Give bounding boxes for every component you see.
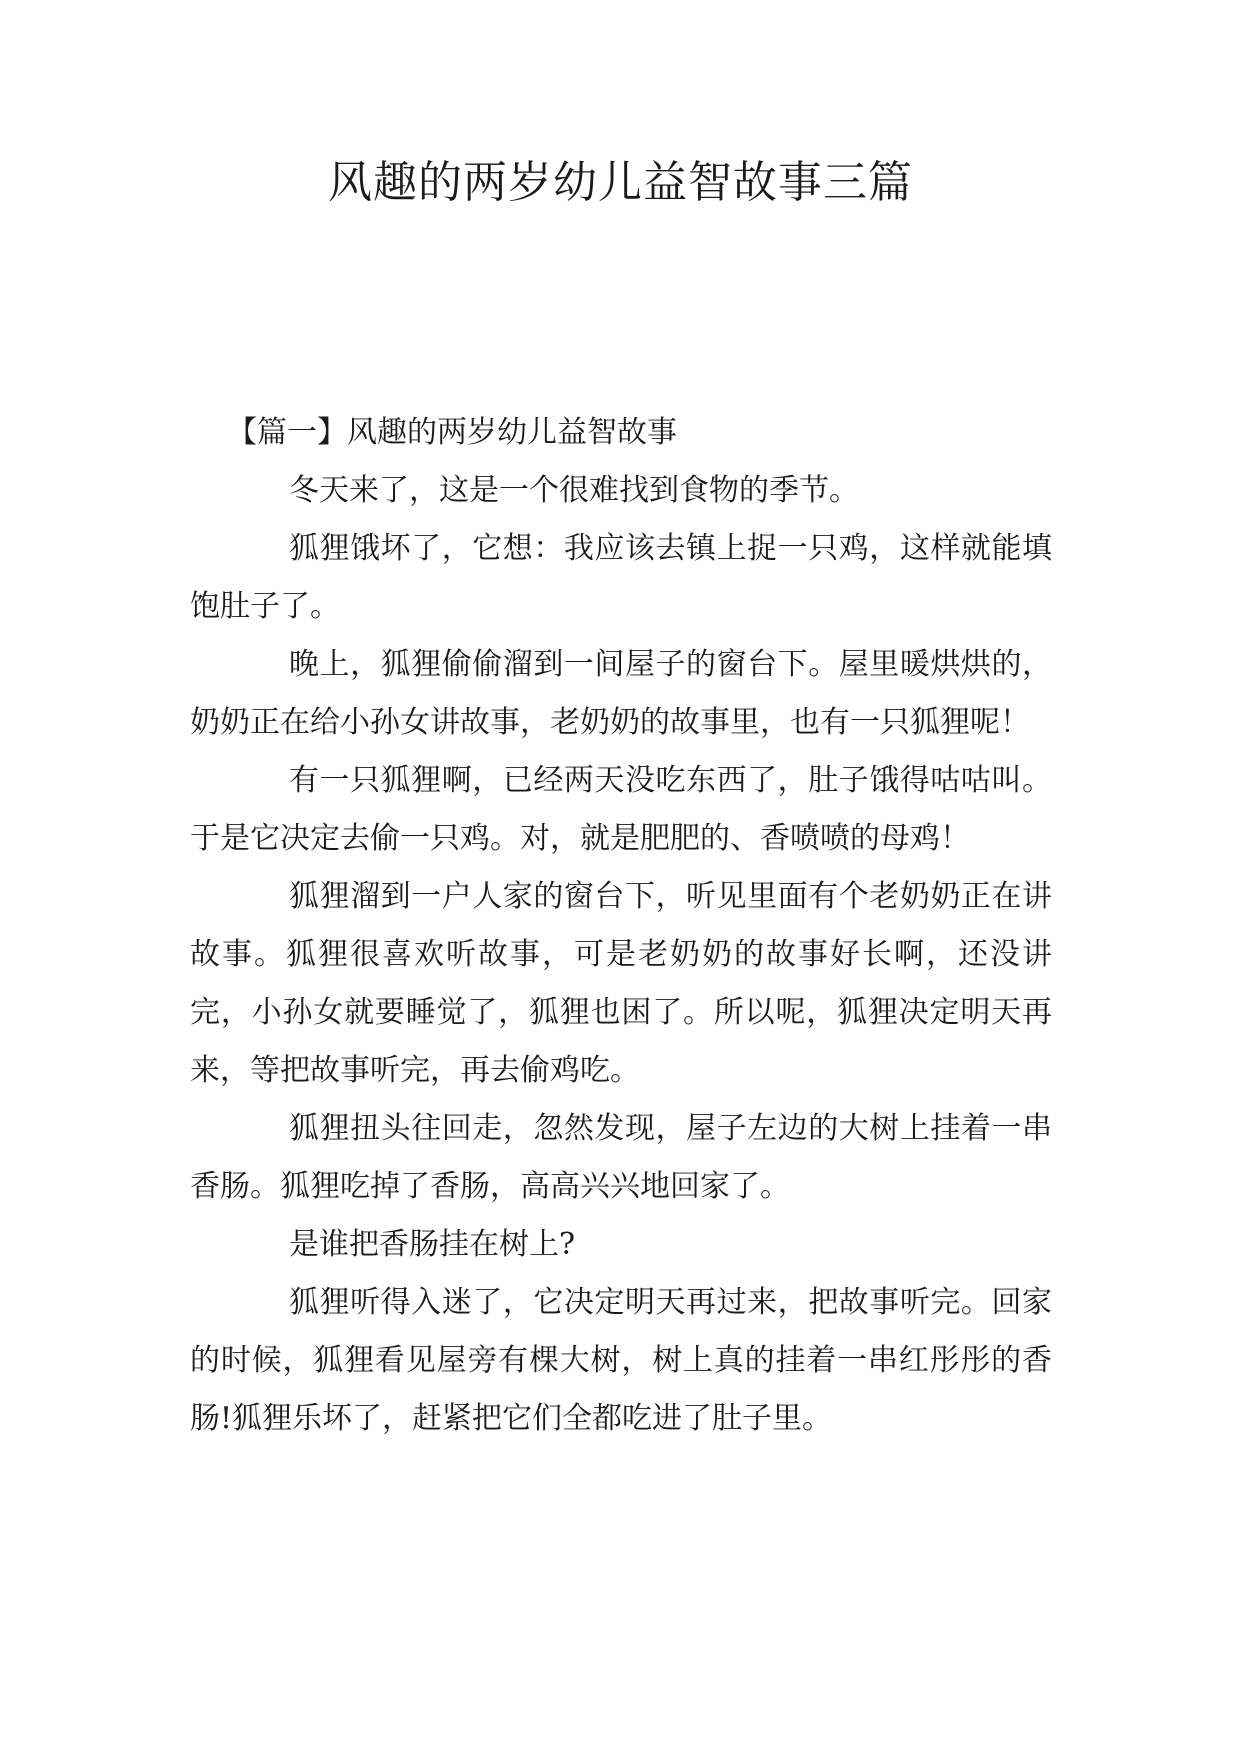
document-body [190,404,1052,1448]
paragraph: 有一只狐狸啊，已经两天没吃东西了，肚子饿得咕咕叫。于是它决定去偷一只鸡。对，就是肥肥的、香喷喷的母鸡！ [190,763,1052,856]
paragraph: 狐狸听得入迷了，它决定明天再过来，把故事听完。回家的时候，狐狸看见屋旁有棵大树，树上真的挂着一串红彤彤的香肠!狐狸乐坏了，赶紧把它们全都吃进了肚子里。 [190,1285,1052,1436]
paragraph: 狐狸扭头往回走，忽然发现，屋子左边的大树上挂着一串香肠。狐狸吃掉了香肠，高高兴兴地回家了。 [190,1111,1052,1204]
document-title: 风趣的两岁幼儿益智故事三篇 [328,157,913,208]
paragraph: 是谁把香肠挂在树上? [289,1227,576,1262]
section-heading: 【篇一】风趣的两岁幼儿益智故事 [227,415,677,450]
paragraph: 冬天来了，这是一个很难找到食物的季节。 [289,473,859,508]
paragraph: 晚上，狐狸偷偷溜到一间屋子的窗台下。屋里暖烘烘的，奶奶正在给小孙女讲故事，老奶奶的故事里，也有一只狐狸呢！ [190,647,1052,740]
paragraph: 狐狸溜到一户人家的窗台下，听见里面有个老奶奶正在讲故事。狐狸很喜欢听故事，可是老奶奶的故事好长啊，还没讲完，小孙女就要睡觉了，狐狸也困了。所以呢，狐狸决定明天再来，等把故事听完，再去偷鸡吃。 [190,879,1052,1088]
paragraph: 狐狸饿坏了，它想：我应该去镇上捉一只鸡，这样就能填饱肚子了。 [190,531,1052,624]
